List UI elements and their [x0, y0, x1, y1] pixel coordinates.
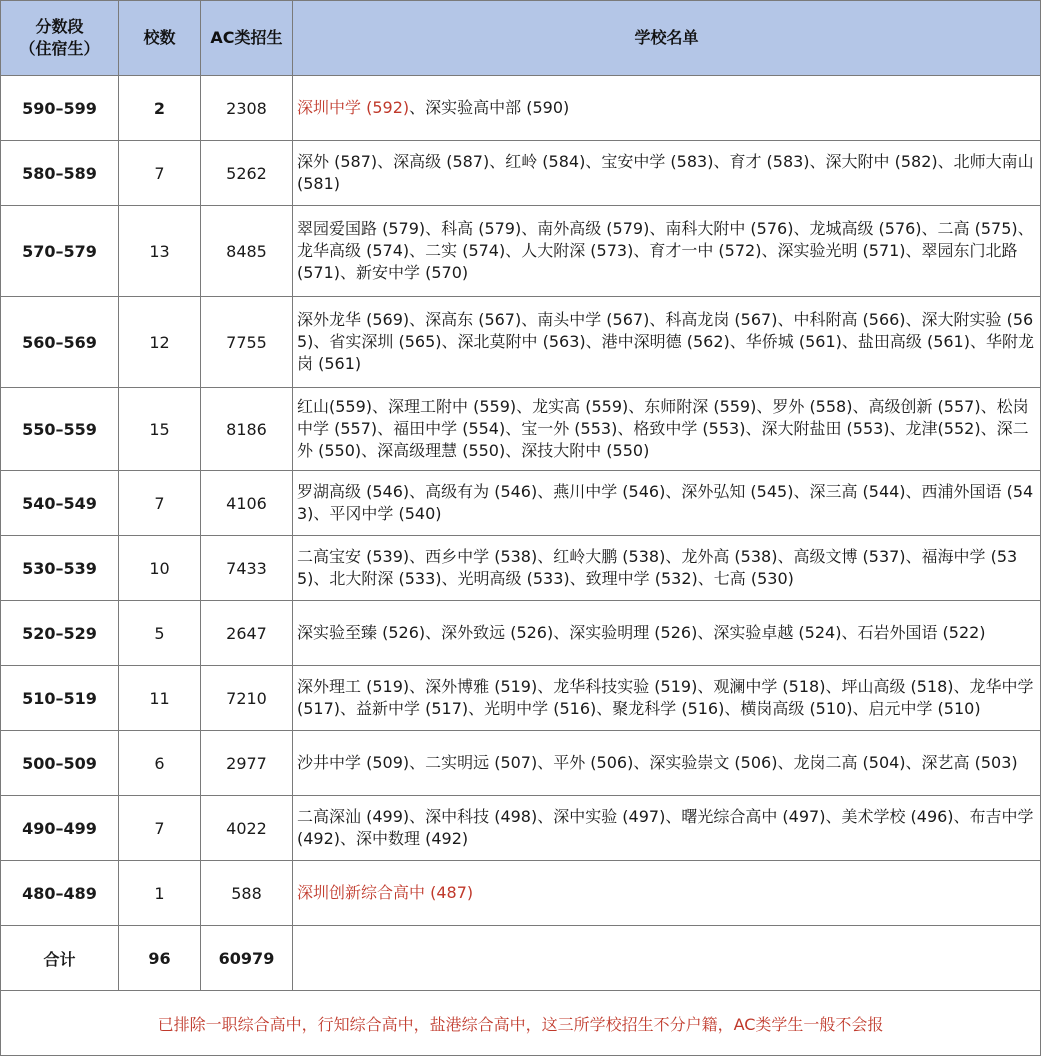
- table-row: [1, 861, 1041, 926]
- school-count-cell: 7: [119, 141, 201, 206]
- table-row: [1, 731, 1041, 796]
- table-row: [1, 141, 1041, 206]
- score-range-cell: 520–529: [1, 601, 119, 666]
- score-range-cell: 480–489: [1, 861, 119, 926]
- school-list-cell: 沙井中学 (509)、二实明远 (507)、平外 (506)、深实验崇文 (506)、龙岗二高 (504)、深艺高 (503): [293, 731, 1041, 796]
- school-list-cell: 红山(559)、深理工附中 (559)、龙实高 (559)、东师附深 (559)、罗外 (558)、高级创新 (557)、松岗中学 (557)、福田中学 (554)、宝一外 (553)、格致中学 (553)、深大附盐田 (553)、龙津(552)、深二外 (550)、深高级理慧 (550)、深技大附中 (550): [293, 388, 1041, 471]
- table-row: [1, 536, 1041, 601]
- ac-enrollment-cell: 4022: [201, 796, 293, 861]
- header-row: [1, 1, 1041, 76]
- school-list-cell: 深外理工 (519)、深外博雅 (519)、龙华科技实验 (519)、观澜中学 (518)、坪山高级 (518)、龙华中学 (517)、益新中学 (517)、光明中学 (516)、聚龙科学 (516)、横岗高级 (510)、启元中学 (510): [293, 666, 1041, 731]
- table-row: [1, 796, 1041, 861]
- total-empty-cell: [293, 926, 1041, 991]
- school-list-text: 、深实验高中部 (590): [409, 98, 570, 117]
- school-list-cell: 深外龙华 (569)、深高东 (567)、南头中学 (567)、科高龙岗 (567)、中科附高 (566)、深大附实验 (565)、省实深圳 (565)、深北莫附中 (563)、港中深明德 (562)、华侨城 (561)、盐田高级 (561)、华附龙岗 (561): [293, 297, 1041, 388]
- school-list-cell: 二高深汕 (499)、深中科技 (498)、深中实验 (497)、曙光综合高中 (497)、美术学校 (496)、布吉中学 (492)、深中数理 (492): [293, 796, 1041, 861]
- highlighted-school: 深圳创新综合高中 (487): [297, 883, 474, 902]
- ac-enrollment-cell: 7433: [201, 536, 293, 601]
- note-row: [1, 991, 1041, 1056]
- total-label-cell: 合计: [1, 926, 119, 991]
- total-count-cell: 96: [119, 926, 201, 991]
- header-ac-enrollment: AC类招生: [201, 1, 293, 76]
- score-range-cell: 580–589: [1, 141, 119, 206]
- school-count-cell: 13: [119, 206, 201, 297]
- ac-enrollment-cell: 4106: [201, 471, 293, 536]
- table-row: [1, 471, 1041, 536]
- school-count-cell: 7: [119, 796, 201, 861]
- score-range-cell: 550–559: [1, 388, 119, 471]
- score-range-cell: 570–579: [1, 206, 119, 297]
- table-row: [1, 76, 1041, 141]
- school-list-cell: 二高宝安 (539)、西乡中学 (538)、红岭大鹏 (538)、龙外高 (538)、高级文博 (537)、福海中学 (535)、北大附深 (533)、光明高级 (533)、致理中学 (532)、七高 (530): [293, 536, 1041, 601]
- header-school-count: 校数: [119, 1, 201, 76]
- total-ac-cell: 60979: [201, 926, 293, 991]
- school-list-cell: 深实验至臻 (526)、深外致远 (526)、深实验明理 (526)、深实验卓越 (524)、石岩外国语 (522): [293, 601, 1041, 666]
- score-range-cell: 510–519: [1, 666, 119, 731]
- ac-enrollment-cell: 588: [201, 861, 293, 926]
- total-row: [1, 926, 1041, 991]
- ac-enrollment-cell: 8186: [201, 388, 293, 471]
- school-count-cell: 12: [119, 297, 201, 388]
- school-list-cell: [293, 861, 1041, 926]
- school-list-cell: 翠园爱国路 (579)、科高 (579)、南外高级 (579)、南科大附中 (576)、龙城高级 (576)、二高 (575)、龙华高级 (574)、二实 (574)、人大附深 (573)、育才一中 (572)、深实验光明 (571)、翠园东门北路 (571)、新安中学 (570): [293, 206, 1041, 297]
- school-count-cell: 7: [119, 471, 201, 536]
- ac-enrollment-cell: 2977: [201, 731, 293, 796]
- school-list-cell: 深外 (587)、深高级 (587)、红岭 (584)、宝安中学 (583)、育才 (583)、深大附中 (582)、北师大南山 (581): [293, 141, 1041, 206]
- score-range-cell: 500–509: [1, 731, 119, 796]
- table-row: [1, 206, 1041, 297]
- ac-enrollment-cell: 5262: [201, 141, 293, 206]
- score-range-cell: 540–549: [1, 471, 119, 536]
- highlighted-school: 深圳中学 (592): [297, 98, 410, 117]
- school-count-cell: 6: [119, 731, 201, 796]
- table-row: [1, 297, 1041, 388]
- ac-enrollment-cell: 7755: [201, 297, 293, 388]
- school-count-cell: 2: [119, 76, 201, 141]
- table-row: [1, 666, 1041, 731]
- score-range-cell: 560–569: [1, 297, 119, 388]
- school-count-cell: 1: [119, 861, 201, 926]
- school-count-cell: 10: [119, 536, 201, 601]
- score-range-cell: 530–539: [1, 536, 119, 601]
- header-school-list: 学校名单: [293, 1, 1041, 76]
- score-range-cell: 590–599: [1, 76, 119, 141]
- ac-enrollment-cell: 2308: [201, 76, 293, 141]
- table-row: [1, 388, 1041, 471]
- footnote: 已排除一职综合高中，行知综合高中，盐港综合高中，这三所学校招生不分户籍，AC类学生一般不会报: [1, 991, 1041, 1056]
- header-score-range-line1: 分数段: [35, 17, 84, 36]
- ac-enrollment-cell: 7210: [201, 666, 293, 731]
- score-range-cell: 490–499: [1, 796, 119, 861]
- school-count-cell: 15: [119, 388, 201, 471]
- school-list-cell: [293, 76, 1041, 141]
- table-row: [1, 601, 1041, 666]
- school-list-cell: 罗湖高级 (546)、高级有为 (546)、燕川中学 (546)、深外弘知 (545)、深三高 (544)、西浦外国语 (543)、平冈中学 (540): [293, 471, 1041, 536]
- ac-enrollment-cell: 2647: [201, 601, 293, 666]
- ac-enrollment-cell: 8485: [201, 206, 293, 297]
- school-count-cell: 11: [119, 666, 201, 731]
- header-score-range: [1, 1, 119, 76]
- header-score-range-line2: （住宿生）: [19, 39, 100, 58]
- school-count-cell: 5: [119, 601, 201, 666]
